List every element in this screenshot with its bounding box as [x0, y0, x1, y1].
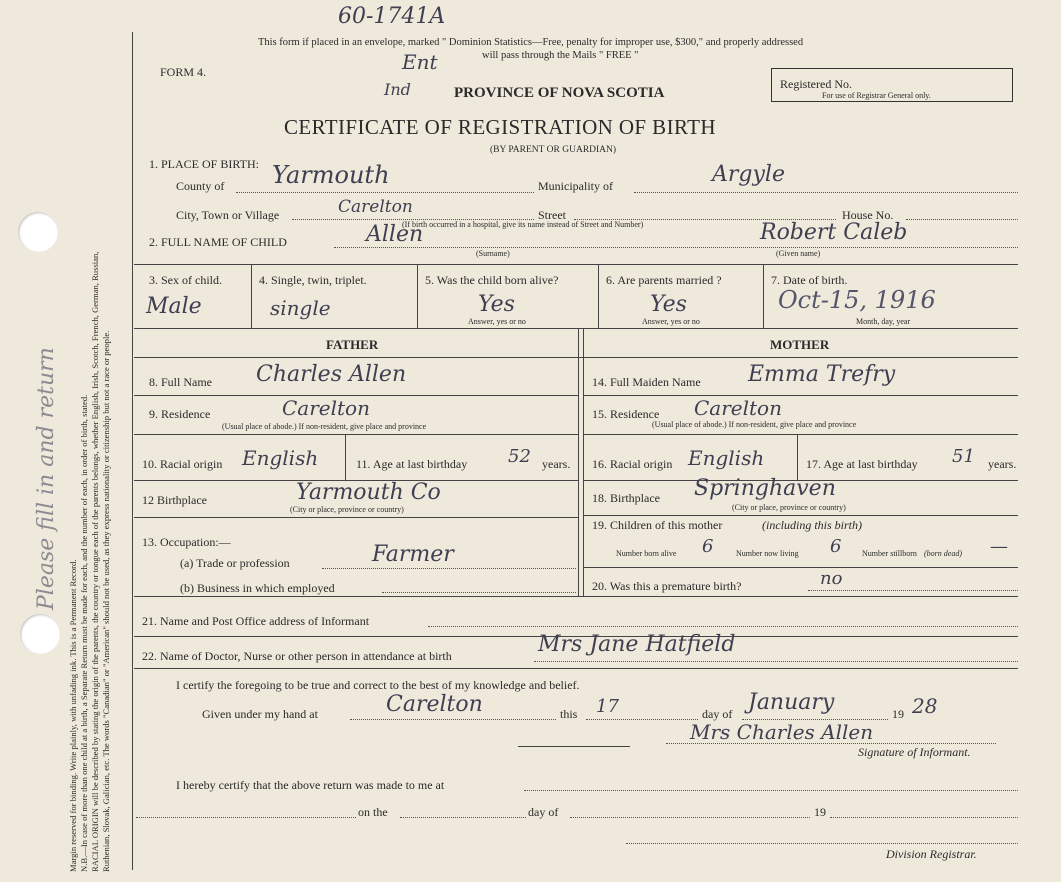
- ind-note: Ind: [384, 80, 411, 99]
- child-surname: Allen: [366, 222, 424, 247]
- father-name-value: Charles Allen: [256, 362, 407, 387]
- now-living-count: 6: [830, 536, 842, 557]
- birth-date-caption: Month, day, year: [856, 317, 911, 326]
- now-living-label: Number now living: [736, 549, 799, 558]
- child-name-line: [334, 247, 1018, 248]
- county-label: County of: [176, 179, 225, 193]
- father-birthplace-label: 12 Birthplace: [142, 493, 207, 507]
- born-alive-value: Yes: [478, 292, 515, 317]
- child-given-name: Robert Caleb: [760, 220, 908, 245]
- attendant-line: [534, 661, 1018, 662]
- mother-age-divider: [797, 434, 798, 480]
- postal-notice-line1: This form if placed in an envelope, marked " Dominion Statistics—Free, penalty for improper use, $300," and properly addressed: [258, 37, 804, 48]
- section-rule: [134, 668, 1018, 669]
- ent-note: Ent: [402, 50, 438, 74]
- registrar-signature-line: [626, 843, 1018, 844]
- informant-label: 21. Name and Post Office address of Informant: [142, 614, 370, 628]
- binding-hole-top: [18, 212, 58, 252]
- registrar-day-of: day of: [528, 805, 559, 819]
- born-alive-caption: Answer, yes or no: [468, 317, 526, 326]
- father-name-label: 8. Full Name: [149, 375, 212, 389]
- county-line: [236, 192, 534, 193]
- registrar-month-line: [570, 817, 810, 818]
- municipality-line: [634, 192, 1018, 193]
- father-birthplace-caption: (City or place, province or country): [290, 505, 404, 514]
- registrar-place-line: [524, 790, 1018, 791]
- this-label: this: [560, 707, 578, 721]
- parents-heading-rule: [134, 357, 1018, 358]
- born-alive-count-label: Number born alive: [616, 549, 677, 558]
- attendant-value: Mrs Jane Hatfield: [538, 632, 736, 657]
- given-place-value: Carelton: [386, 692, 483, 717]
- year-value: 28: [912, 694, 938, 718]
- city-value: Carelton: [338, 197, 413, 217]
- place-heading: 1. PLACE OF BIRTH:: [149, 157, 259, 171]
- mother-row-rule: [583, 567, 1018, 568]
- certify-line: I certify the foregoing to be true and correct to the best of my knowledge and belief.: [176, 678, 580, 692]
- stillborn-label: Number stillborn: [862, 549, 917, 558]
- mother-age-label: 17. Age at last birthday: [806, 457, 918, 471]
- father-row-rule: [134, 434, 578, 435]
- margin-note-line: N.B.—In case of more than one child at a birth, a Separate Return must be made for each, and the number of each, in order of birth, stated.: [79, 394, 89, 872]
- municipality-value: Argyle: [712, 162, 785, 187]
- signature-caption: Signature of Informant.: [858, 745, 971, 759]
- given-place-line: [350, 719, 556, 720]
- birth-date-label: 7. Date of birth.: [771, 273, 848, 287]
- business-line: [382, 592, 576, 593]
- registrar-day-line: [400, 817, 526, 818]
- day-of-label: day of: [702, 707, 733, 721]
- hospital-note: (If birth occurred in a hospital, give its name instead of Street and Number): [402, 220, 644, 229]
- row3-divider: [763, 264, 764, 328]
- trade-value: Farmer: [372, 542, 454, 567]
- sex-label: 3. Sex of child.: [149, 273, 222, 287]
- born-alive-label: 5. Was the child born alive?: [425, 273, 559, 287]
- father-racial-label: 10. Racial origin: [142, 457, 223, 471]
- margin-note-line: Margin reserved for binding. Write plainly, with unfading ink. This is a Permanent Record.: [68, 559, 78, 872]
- registrar-left-line: [136, 817, 356, 818]
- row3-divider: [417, 264, 418, 328]
- registrar-use-note: For use of Registrar General only.: [822, 91, 931, 100]
- married-label: 6. Are parents married ?: [606, 273, 722, 287]
- mother-heading: MOTHER: [770, 337, 830, 352]
- mother-row-rule: [583, 395, 1018, 396]
- mother-racial-value: English: [688, 446, 765, 470]
- binding-hole-bottom: [20, 614, 60, 654]
- side-handwritten-note: Please fill in and return: [34, 347, 59, 610]
- day-line: [586, 719, 698, 720]
- given-under-label: Given under my hand at: [202, 707, 318, 721]
- informant-signature: Mrs Charles Allen: [690, 720, 874, 744]
- margin-note-line: Ruthenian, Slovak, Galician, etc. The words "Canadian" or "American" should not be used, as they express nationality or citizenship but not a race or people.: [101, 330, 111, 872]
- given-caption: (Given name): [776, 249, 821, 258]
- parents-divider: [578, 328, 579, 596]
- registered-label: Registered No.: [780, 77, 852, 91]
- premature-line: [808, 590, 1018, 591]
- informant-line: [428, 626, 1018, 627]
- margin-note-line: RACIAL ORIGIN will be described by stating the origin of the parents, the country or tongue each of the parents belongs, whether English, Irish, Scotch, French, German, Russian,: [90, 251, 100, 872]
- father-residence-caption: (Usual place of abode.) If non-resident, give place and province: [222, 422, 427, 431]
- father-residence-value: Carelton: [282, 396, 370, 420]
- premature-label: 20. Was this a premature birth?: [592, 579, 742, 593]
- father-age-value: 52: [508, 446, 531, 467]
- top-handwritten-number: 60-1741A: [338, 4, 446, 29]
- row3-divider: [251, 264, 252, 328]
- mother-residence-value: Carelton: [694, 396, 782, 420]
- month-value: January: [748, 690, 835, 715]
- sex-value: Male: [146, 294, 202, 319]
- registrar-caption: Division Registrar.: [886, 847, 977, 861]
- mother-residence-label: 15. Residence: [592, 407, 660, 421]
- plurality-value: single: [270, 296, 331, 320]
- mother-birthplace-label: 18. Birthplace: [592, 491, 660, 505]
- short-rule: [518, 746, 630, 747]
- municipality-label: Municipality of: [538, 179, 613, 193]
- mother-row-rule: [583, 515, 1018, 516]
- registered-number-box: [771, 68, 1013, 102]
- business-label: (b) Business in which employed: [180, 581, 335, 595]
- mother-birthplace-value: Springhaven: [694, 476, 836, 501]
- parents-divider-2: [583, 328, 584, 596]
- mother-age-value: 51: [952, 446, 975, 467]
- plurality-label: 4. Single, twin, triplet.: [259, 273, 367, 287]
- frame-left-rule: [132, 32, 133, 870]
- registrar-certify-line: I hereby certify that the above return was made to me at: [176, 778, 445, 792]
- trade-line: [322, 568, 576, 569]
- father-row-rule: [134, 517, 578, 518]
- father-heading: FATHER: [326, 337, 379, 352]
- house-label: House No.: [842, 208, 894, 222]
- mother-birthplace-caption: (City or place, province or country): [732, 503, 846, 512]
- house-line: [906, 219, 1018, 220]
- premature-value: no: [820, 568, 843, 589]
- father-birthplace-value: Yarmouth Co: [296, 480, 441, 505]
- certificate-subtitle: (BY PARENT OR GUARDIAN): [490, 145, 617, 155]
- children-note: (including this birth): [762, 518, 862, 532]
- surname-caption: (Surname): [476, 249, 510, 258]
- year-prefix: 19: [892, 707, 904, 721]
- county-value: Yarmouth: [272, 161, 390, 189]
- day-value: 17: [596, 696, 619, 717]
- father-age-divider: [345, 434, 346, 480]
- father-residence-label: 9. Residence: [149, 407, 211, 421]
- row3-top-rule: [134, 264, 1018, 265]
- section-rule: [134, 596, 1018, 597]
- child-name-label: 2. FULL NAME OF CHILD: [149, 235, 287, 249]
- mother-racial-label: 16. Racial origin: [592, 457, 673, 471]
- stillborn-count: —: [990, 536, 1008, 557]
- attendant-label: 22. Name of Doctor, Nurse or other person in attendance at birth: [142, 649, 452, 663]
- registrar-year-prefix: 19: [814, 805, 826, 819]
- street-label: Street: [538, 208, 566, 222]
- row3-bottom-rule: [134, 328, 1018, 329]
- mother-name-value: Emma Trefry: [748, 362, 896, 387]
- born-alive-count: 6: [702, 536, 714, 557]
- certificate-title: CERTIFICATE OF REGISTRATION OF BIRTH: [284, 115, 716, 139]
- signature-line: [666, 743, 996, 744]
- mother-age-unit: years.: [988, 457, 1017, 471]
- city-label: City, Town or Village: [176, 208, 280, 222]
- postal-notice-line2: will pass through the Mails " FREE ": [482, 50, 639, 61]
- province-heading: PROVINCE OF NOVA SCOTIA: [454, 85, 665, 101]
- birth-date-value: Oct-15, 1916: [778, 286, 936, 314]
- occupation-label: 13. Occupation:—: [142, 535, 231, 549]
- registrar-year-line: [830, 817, 1018, 818]
- father-age-unit: years.: [542, 457, 571, 471]
- father-racial-value: English: [242, 446, 319, 470]
- form-number: FORM 4.: [160, 65, 207, 79]
- margin-notes: [68, 32, 112, 872]
- stillborn-note: (born dead): [924, 549, 962, 558]
- married-caption: Answer, yes or no: [642, 317, 700, 326]
- children-label: 19. Children of this mother: [592, 518, 723, 532]
- mother-residence-caption: (Usual place of abode.) If non-resident, give place and province: [652, 420, 857, 429]
- trade-label: (a) Trade or profession: [180, 556, 290, 570]
- mother-name-label: 14. Full Maiden Name: [592, 375, 701, 389]
- row3-divider: [598, 264, 599, 328]
- mother-row-rule: [583, 434, 1018, 435]
- married-value: Yes: [650, 292, 687, 317]
- father-age-label: 11. Age at last birthday: [356, 457, 468, 471]
- registrar-on-the: on the: [358, 805, 388, 819]
